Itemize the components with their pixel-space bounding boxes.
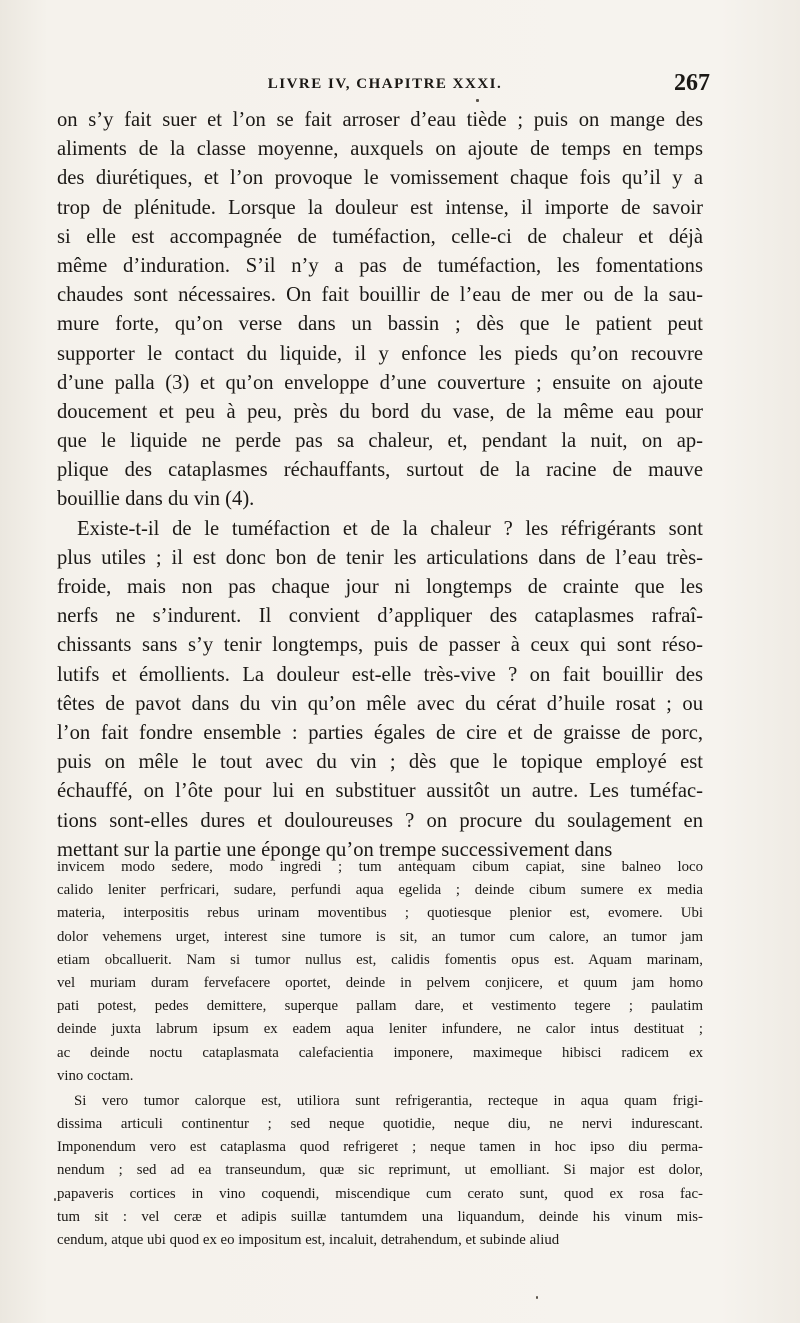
text-line: dolor vehemens urget, interest sine tumore is sit, an tumor cum calore, an tumor jam: [57, 928, 703, 945]
page-header: [60, 72, 710, 102]
text-line: on s’y fait suer et l’on se fait arroser d’eau tiède ; puis on mange des: [57, 109, 703, 131]
footnote-paragraph-2: [57, 1090, 703, 1252]
text-line: tum sit : vel ceræ et adipis suillæ tantumdem una liquandum, deinde his vinum mis-: [57, 1208, 703, 1225]
text-line: vel muriam duram fervefacere oportet, deinde in pelvem conjicere, et quum jam homo: [57, 974, 703, 991]
text-line: plus utiles ; il est donc bon de tenir les articulations dans de l’eau très-: [57, 546, 703, 569]
text-line: si elle est accompagnée de tuméfaction, celle-ci de chaleur et déjà: [57, 225, 703, 248]
text-line: des diurétiques, et l’on provoque le vomissement chaque fois qu’il y a: [57, 167, 703, 190]
text-line: froide, mais non pas chaque jour ni longtemps de crainte que les: [57, 576, 703, 598]
text-line: puis on mêle le tout avec du vin ; dès que le topique employé est: [57, 751, 703, 774]
main-paragraph-1: [57, 106, 703, 515]
text-line: calido leniter perfricari, sudare, perfundi aqua egelida ; deinde cibum sumere ex media: [57, 882, 703, 899]
text-line: etiam obcalluerit. Nam si tumor nullus est, calidis fomentis opus est. Aquam marinam,: [57, 951, 703, 968]
text-line: tions sont-elles dures et douloureuses ? on procure du soulagement en: [57, 809, 703, 832]
text-line: que le liquide ne perde pas sa chaleur, et, pendant la nuit, on ap-: [57, 430, 703, 453]
text-line: Existe-t-il de le tuméfaction et de la chaleur ? les réfrigérants sont: [77, 517, 703, 540]
text-line: ac deinde noctu cataplasmata calefacientia imponere, maximeque hibisci radicem ex: [57, 1044, 703, 1061]
text-line: nerfs ne s’indurent. Il convient d’appliquer des cataplasmes rafraî-: [57, 605, 703, 628]
text-line: d’une palla (3) et qu’on enveloppe d’une couverture ; ensuite on ajoute: [57, 371, 703, 394]
print-speck: [54, 1198, 56, 1201]
text-line: cendum, atque ubi quod ex eo impositum est, incaluit, detrahendum, et subinde aliud: [57, 1232, 560, 1248]
text-line: bouillie dans du vin (4).: [57, 488, 255, 511]
text-line: nendum ; sed ad ea transeundum, quæ sic reprimunt, ut emolliant. Si major est dolor,: [57, 1162, 703, 1179]
text-line: mure forte, qu’on verse dans un bassin ; dès que le patient peut: [57, 313, 703, 336]
text-line: supporter le contact du liquide, il y enfonce les pieds qu’on recouvre: [57, 342, 703, 365]
text-line: deinde juxta labrum ipsum ex eadem aqua leniter infundere, ne calor intus destituat ;: [57, 1021, 703, 1038]
text-line: dissima articuli continentur ; sed neque quotidie, neque diu, ne nervi indurescant.: [57, 1116, 703, 1133]
text-line: trop de plénitude. Lorsque la douleur est intense, il importe de savoir: [57, 196, 703, 219]
main-paragraph-2: [57, 515, 703, 865]
text-line: plique des cataplasmes réchauffants, surtout de la racine de mauve: [57, 459, 703, 482]
text-line: chissants sans s’y tenir longtemps, puis de passer à ceux qui sont réso-: [57, 634, 703, 657]
print-speck: [476, 99, 479, 102]
main-text: [57, 106, 703, 865]
text-line: materia, interpositis rebus urinam moventibus ; quotiesque plenior est, evomere. Ubi: [57, 905, 703, 922]
text-line: mettant sur la partie une éponge qu’on trempe successivement dans: [57, 838, 613, 861]
print-speck: [536, 1296, 538, 1299]
text-line: chaudes sont nécessaires. On fait bouillir de l’eau de mer ou de la sau-: [57, 284, 703, 307]
text-line: invicem modo sedere, modo ingredi ; tum antequam cibum capiat, sine balneo loco: [57, 859, 703, 875]
text-line: papaveris cortices in vino coquendi, miscendique cum cerato sunt, quod ex rosa fac-: [57, 1185, 703, 1202]
text-line: lutifs et émollients. La douleur est-elle très-vive ? on fait bouillir des: [57, 663, 703, 686]
page-number: 267: [674, 70, 710, 96]
text-line: pati potest, pedes demittere, superque pallam dare, et vestimento tegere ; paulatim: [57, 998, 703, 1015]
text-line: aliments de la classe moyenne, auxquels on ajoute de temps en temps: [57, 138, 703, 161]
text-line: même d’induration. S’il n’y a pas de tuméfaction, les fomentations: [57, 254, 703, 277]
running-head: LIVRE IV, CHAPITRE XXXI.: [267, 76, 503, 92]
footnote-paragraph-1: [57, 856, 703, 1088]
latin-footnotes: [57, 856, 703, 1252]
text-line: échauffé, on l’ôte pour lui en substituer aussitôt un autre. Les tuméfac-: [57, 780, 703, 803]
text-line: l’on fait fondre ensemble : parties égales de cire et de graisse de porc,: [57, 721, 703, 744]
text-line: têtes de pavot dans du vin qu’on mêle avec du cérat d’huile rosat ; ou: [57, 692, 703, 715]
text-line: doucement et peu à peu, près du bord du vase, de la même eau pour: [57, 400, 703, 423]
text-line: Imponendum vero est cataplasma quod refrigeret ; neque tamen in hoc ipso diu perma-: [57, 1139, 703, 1156]
text-line: vino coctam.: [57, 1067, 134, 1084]
text-line: Si vero tumor calorque est, utiliora sunt refrigerantia, recteque in aqua quam frigi-: [74, 1092, 703, 1109]
